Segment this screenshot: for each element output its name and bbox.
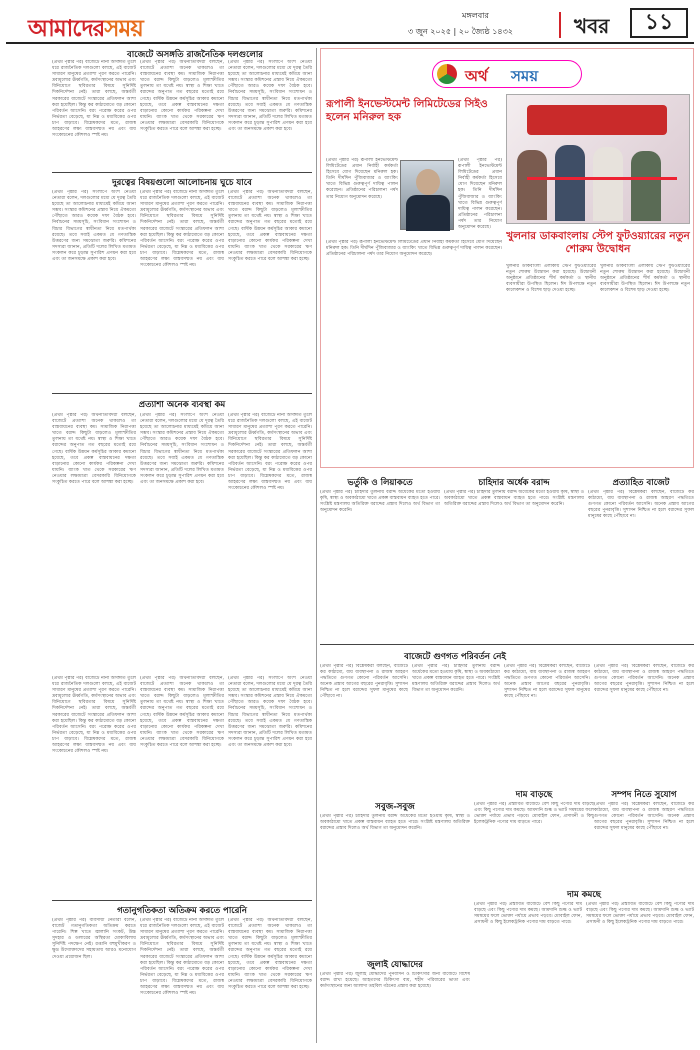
- article-text: (প্রথম পৃষ্ঠার পর) বিশ্লেষকরা বলছেন, বাজেটে কর কাঠামো, ব্যয় ব্যবস্থাপনা ও রাজস্ব আহরণ পদ্ধতিতে গুণগত কোনো পরিবর্তন আসেনি। অনেক প্রস্তাব আগের বছরের পুনরাবৃত্তি। সুশাসন নিশ্চিত না হলে বরাদ্দের সুফল মানুষের কাছে পৌঁছাবে না।: [588, 490, 694, 520]
- issue-day: মঙ্গলবার: [462, 11, 489, 20]
- article-text: (প্রথম পৃষ্ঠার পর) ব্যবসায়ী নেতারা বলেন, বাজেট গতানুগতিকতা অতিক্রম করতে পারেনি। শিল্প খাতে জ্বালানি সংকট, উচ্চ সুদহার ও ডলারের অস্থিরতা মোকাবিলায় সুনির্দিষ্ট পদক্ষেপ নেই। রপ্তানি বহুমুখীকরণ ও ক্ষুদ্র উদ্যোক্তাদের সহায়তায় আরও মনোযোগ দেওয়া প্রয়োজন ছিল।: [52, 918, 136, 960]
- article-text: (প্রথম পৃষ্ঠার পর) রূপালী ইনভেস্টমেন্ট লিমিটেডের প্রধান নির্বাহী কর্মকর্তা হিসেবে যোগ দিয়েছেন মনিরুল হক। তিনি দীর্ঘদিন পুঁজিবাজার ও ব্যাংকিং খাতে বিভিন্ন গুরুত্বপূর্ণ দায়িত্ব পালন করেছেন। প্রতিষ্ঠানের পরিচালনা পর্ষদ তার নিয়োগ অনুমোদন করেছে।: [326, 158, 398, 200]
- article-text: (প্রথম পৃষ্ঠার পর) সংলাপে অংশ নেওয়া নেতারা বলেন, দলগুলোর মধ্যে যে দূরত্ব তৈরি হয়েছে তা আলোচনার মাধ্যমেই কমিয়ে আনা সম্ভব। সংস্কার কমিশনের প্রস্তাব নিয়ে ঐকমত্যে পৌঁছাতে আরও কয়েক দফা বৈঠক হবে। নির্বাচনের সময়সূচি, সংবিধান সংশোধন ও বিচার বিভাগের স্বাধীনতা নিয়ে মতপার্থক্য রয়েছে। তবে সবাই একমত যে গণতান্ত্রিক উত্তরণের জন্য সমঝোতা জরুরি। কমিশনের সদস্যরা জানান, প্রতিটি দলের লিখিত মতামত সংকলন করে চূড়ান্ত সুপারিশ প্রণয়ন করা হবে এবং তা জনসমক্ষে প্রকাশ করা হবে।: [228, 676, 312, 749]
- headline-green: সবুজ-সবুজ: [375, 802, 415, 812]
- article-text: খুলনার ডাকবাংলা এলাকায় স্টেপ ফুটওয়্যারের নতুন শোরুম উদ্বোধন করা হয়েছে। উদ্বোধনী অনুষ্ঠানে প্রতিষ্ঠানের শীর্ষ কর্মকর্তা ও স্থানীয় ব্যবসায়ীরা উপস্থিত ছিলেন। ঈদ উপলক্ষে নতুন কালেকশন ও বিশেষ ছাড় দেওয়া হচ্ছে।: [600, 264, 690, 294]
- page-number: ১১: [630, 8, 688, 38]
- article-text: (প্রথম পৃষ্ঠার পর) অর্থনীতিবিদরা বলছেন, বাজেটে প্রত্যাশা অনেক থাকলেও তা বাস্তবায়নের ব্যবস্থা কম। সামাজিক নিরাপত্তা খাতে বরাদ্দ কিছুটা বাড়লেও মূল্যস্ফীতির তুলনায় তা যথেষ্ট নয়। স্বাস্থ্য ও শিক্ষা খাতে বরাদ্দের অনুপাত গত বছরের মতোই রয়ে গেছে। বার্ষিক উন্নয়ন কর্মসূচির আকার কমানো হয়েছে, তবে প্রকল্প বাস্তবায়নের দক্ষতা বাড়ানোর কোনো কার্যকর পরিকল্পনা দেখা যায়নি। ব্যাংক খাত থেকে সরকারের ঋণ নেওয়ার লক্ষ্যমাত্রা বেসরকারি বিনিয়োগকে সংকুচিত করতে পারে বলে আশঙ্কা করা হচ্ছে।: [228, 190, 312, 263]
- newspaper-logo[interactable]: [28, 10, 143, 49]
- article-text: (প্রথম পৃষ্ঠার পর) বাজেটে নানা অসঙ্গতি তুলে ধরে রাজনৈতিক দলগুলো বলছে, এই বাজেট সাধারণ মানুষের প্রত্যাশা পূরণ করতে পারেনি। দ্রব্যমূল্যের ঊর্ধ্বগতি, কর্মসংস্থানের অভাব এবং বিনিয়োগে স্থবিরতার বিষয়ে সুনির্দিষ্ট দিকনির্দেশনা নেই। তারা বলছে, অন্তর্বর্তী সরকারের বাজেটে সংস্কারের প্রতিফলন আশা করা হয়েছিল। কিন্তু কর কাঠামোতে বড় কোনো পরিবর্তন আসেনি। বরং পরোক্ষ করের ওপর নির্ভরতা বেড়েছে, যা নিম্ন ও মধ্যবিত্তের ওপর চাপ বাড়াবে। বিশ্লেষকদের মতে, রাজস্ব আহরণের লক্ষ্য বাস্তবসম্মত নয় এবং ব্যয় সংকোচনের কৌশলও স্পষ্ট নয়।: [140, 190, 224, 269]
- article-text: (প্রথম পৃষ্ঠার পর) বাজেটে নানা অসঙ্গতি তুলে ধরে রাজনৈতিক দলগুলো বলছে, এই বাজেট সাধারণ মানুষের প্রত্যাশা পূরণ করতে পারেনি। দ্রব্যমূল্যের ঊর্ধ্বগতি, কর্মসংস্থানের অভাব এবং বিনিয়োগে স্থবিরতার বিষয়ে সুনির্দিষ্ট দিকনির্দেশনা নেই। তারা বলছে, অন্তর্বর্তী সরকারের বাজেটে সংস্কারের প্রতিফলন আশা করা হয়েছিল। কিন্তু কর কাঠামোতে বড় কোনো পরিবর্তন আসেনি। বরং পরোক্ষ করের ওপর নির্ভরতা বেড়েছে, যা নিম্ন ও মধ্যবিত্তের ওপর চাপ বাড়াবে। বিশ্লেষকদের মতে, রাজস্ব আহরণের লক্ষ্য বাস্তবসম্মত নয় এবং ব্যয় সংকোচনের কৌশলও স্পষ্ট নয়।: [52, 676, 136, 755]
- person-shape: [555, 145, 585, 221]
- ortho-label: অর্থ: [465, 67, 488, 85]
- suit-shape: [406, 195, 450, 231]
- face-shape: [416, 169, 440, 195]
- article-text: (প্রথম পৃষ্ঠার পর) অর্থনীতিবিদরা বলছেন, বাজেটে প্রত্যাশা অনেক থাকলেও তা বাস্তবায়নের ব্যবস্থা কম। সামাজিক নিরাপত্তা খাতে বরাদ্দ কিছুটা বাড়লেও মূল্যস্ফীতির তুলনায় তা যথেষ্ট নয়। স্বাস্থ্য ও শিক্ষা খাতে বরাদ্দের অনুপাত গত বছরের মতোই রয়ে গেছে। বার্ষিক উন্নয়ন কর্মসূচির আকার কমানো হয়েছে, তবে প্রকল্প বাস্তবায়নের দক্ষতা বাড়ানোর কোনো কার্যকর পরিকল্পনা দেখা যায়নি। ব্যাংক খাত থেকে সরকারের ঋণ নেওয়ার লক্ষ্যমাত্রা বেসরকারি বিনিয়োগকে সংকুচিত করতে পারে বলে আশঙ্কা করা হচ্ছে।: [140, 676, 224, 749]
- banner-shape: [527, 105, 667, 135]
- divider: [320, 644, 694, 645]
- logo-part-2: সময়: [104, 15, 143, 42]
- article-text: (প্রথম পৃষ্ঠার পর) চাহিদার তুলনায় বরাদ্দ অর্ধেকের মতো হওয়ায় কৃষি, স্বাস্থ্য ও অবকাঠামো খাতে প্রকল্প বাস্তবায়ন ব্যাহত হতে পারে। সংশ্লিষ্ট মন্ত্রণালয় অতিরিক্ত বরাদ্দের প্রস্তাব দিলেও অর্থ বিভাগ তা অনুমোদন করেনি।: [320, 814, 470, 832]
- ortho-logo-icon: [437, 64, 457, 84]
- headline-distance-talks: দুরত্বের বিষয়গুলো আলোচনায় ঘুচে যাবে: [112, 178, 252, 188]
- article-text: (প্রথম পৃষ্ঠার পর) বিশ্লেষকরা বলছেন, বাজেটে কর কাঠামো, ব্যয় ব্যবস্থাপনা ও রাজস্ব আহরণ পদ্ধতিতে গুণগত কোনো পরিবর্তন আসেনি। অনেক প্রস্তাব আগের বছরের পুনরাবৃত্তি। সুশাসন নিশ্চিত না হলে বরাদ্দের সুফল মানুষের কাছে পৌঁছাবে না।: [594, 802, 694, 832]
- headline-proposed-budget: প্রত্যাহিত বাজেট: [612, 478, 670, 488]
- article-text: খুলনার ডাকবাংলা এলাকায় স্টেপ ফুটওয়্যারের নতুন শোরুম উদ্বোধন করা হয়েছে। উদ্বোধনী অনুষ্ঠানে প্রতিষ্ঠানের শীর্ষ কর্মকর্তা ও স্থানীয় ব্যবসায়ীরা উপস্থিত ছিলেন। ঈদ উপলক্ষে নতুন কালেকশন ও বিশেষ ছাড় দেওয়া হচ্ছে।: [506, 264, 596, 294]
- headline-half-allocation: চাহিদার অর্ধেক বরাদ্দ: [478, 478, 550, 488]
- article-text: (প্রথম পৃষ্ঠার পর) সংলাপে অংশ নেওয়া নেতারা বলেন, দলগুলোর মধ্যে যে দূরত্ব তৈরি হয়েছে তা আলোচনার মাধ্যমেই কমিয়ে আনা সম্ভব। সংস্কার কমিশনের প্রস্তাব নিয়ে ঐকমত্যে পৌঁছাতে আরও কয়েক দফা বৈঠক হবে। নির্বাচনের সময়সূচি, সংবিধান সংশোধন ও বিচার বিভাগের স্বাধীনতা নিয়ে মতপার্থক্য রয়েছে। তবে সবাই একমত যে গণতান্ত্রিক উত্তরণের জন্য সমঝোতা জরুরি। কমিশনের সদস্যরা জানান, প্রতিটি দলের লিখিত মতামত সংকলন করে চূড়ান্ত সুপারিশ প্রণয়ন করা হবে এবং তা জনসমক্ষে প্রকাশ করা হবে।: [52, 190, 136, 263]
- headline-july-fighters: জুলাই যোদ্ধাদের: [367, 960, 423, 970]
- article-text: (প্রথম পৃষ্ঠার পর) অর্থনীতিবিদরা বলছেন, বাজেটে প্রত্যাশা অনেক থাকলেও তা বাস্তবায়নের ব্যবস্থা কম। সামাজিক নিরাপত্তা খাতে বরাদ্দ কিছুটা বাড়লেও মূল্যস্ফীতির তুলনায় তা যথেষ্ট নয়। স্বাস্থ্য ও শিক্ষা খাতে বরাদ্দের অনুপাত গত বছরের মতোই রয়ে গেছে। বার্ষিক উন্নয়ন কর্মসূচির আকার কমানো হয়েছে, তবে প্রকল্প বাস্তবায়নের দক্ষতা বাড়ানোর কোনো কার্যকর পরিকল্পনা দেখা যায়নি। ব্যাংক খাত থেকে সরকারের ঋণ নেওয়ার লক্ষ্যমাত্রা বেসরকারি বিনিয়োগকে সংকুচিত করতে পারে বলে আশঙ্কা করা হচ্ছে।: [228, 918, 312, 991]
- headline-conventional: গতানুগতিকতা অতিক্রম করতে পারেনি: [117, 906, 247, 916]
- article-text: (প্রথম পৃষ্ঠার পর) চাহিদার তুলনায় বরাদ্দ অর্ধেকের মতো হওয়ায় কৃষি, স্বাস্থ্য ও অবকাঠামো খাতে প্রকল্প বাস্তবায়ন ব্যাহত হতে পারে। সংশ্লিষ্ট মন্ত্রণালয় অতিরিক্ত বরাদ্দের প্রস্তাব দিলেও অর্থ বিভাগ তা অনুমোদন করেনি।: [444, 490, 584, 508]
- person-shape: [593, 147, 623, 221]
- headline-no-qualitative-change: বাজেটে গুণগত পরিবর্তন নেই: [404, 652, 506, 662]
- person-shape: [517, 150, 547, 220]
- masthead-divider: [559, 12, 561, 38]
- article-text: (প্রথম পৃষ্ঠার পর) অর্থনীতিবিদরা বলছেন, বাজেটে প্রত্যাশা অনেক থাকলেও তা বাস্তবায়নের ব্যবস্থা কম। সামাজিক নিরাপত্তা খাতে বরাদ্দ কিছুটা বাড়লেও মূল্যস্ফীতির তুলনায় তা যথেষ্ট নয়। স্বাস্থ্য ও শিক্ষা খাতে বরাদ্দের অনুপাত গত বছরের মতোই রয়ে গেছে। বার্ষিক উন্নয়ন কর্মসূচির আকার কমানো হয়েছে, তবে প্রকল্প বাস্তবায়নের দক্ষতা বাড়ানোর কোনো কার্যকর পরিকল্পনা দেখা যায়নি। ব্যাংক খাত থেকে সরকারের ঋণ নেওয়ার লক্ষ্যমাত্রা বেসরকারি বিনিয়োগকে সংকুচিত করতে পারে বলে আশঙ্কা করা হচ্ছে।: [52, 413, 136, 486]
- divider: [52, 393, 312, 394]
- article-text: (প্রথম পৃষ্ঠার পর) বাজেটে নানা অসঙ্গতি তুলে ধরে রাজনৈতিক দলগুলো বলছে, এই বাজেট সাধারণ মানুষের প্রত্যাশা পূরণ করতে পারেনি। দ্রব্যমূল্যের ঊর্ধ্বগতি, কর্মসংস্থানের অভাব এবং বিনিয়োগে স্থবিরতার বিষয়ে সুনির্দিষ্ট দিকনির্দেশনা নেই। তারা বলছে, অন্তর্বর্তী সরকারের বাজেটে সংস্কারের প্রতিফলন আশা করা হয়েছিল। কিন্তু কর কাঠামোতে বড় কোনো পরিবর্তন আসেনি। বরং পরোক্ষ করের ওপর নির্ভরতা বেড়েছে, যা নিম্ন ও মধ্যবিত্তের ওপর চাপ বাড়াবে। বিশ্লেষকদের মতে, রাজস্ব আহরণের লক্ষ্য বাস্তবসম্মত নয় এবং ব্যয় সংকোচনের কৌশলও স্পষ্ট নয়।: [140, 918, 224, 997]
- portrait-photo: [400, 160, 454, 230]
- column-rule: [316, 48, 317, 1043]
- headline-expectations: প্রত্যাশা অনেক ব্যবস্থা কম: [138, 400, 226, 410]
- ribbon-shape: [527, 177, 677, 180]
- section-title: খবর: [574, 14, 610, 38]
- headline-price-rise: দাম বাড়ছে: [515, 790, 553, 800]
- article-text: (প্রথম পৃষ্ঠার পর) জুলাই যোদ্ধাদের পুনর্বাসন ও চিকিৎসার জন্য বাজেটে বিশেষ বরাদ্দ রাখা হয়েছে। আহতদের চিকিৎসা ব্যয়, শহীদ পরিবারের ভাতা এবং কর্মসংস্থানের জন্য আলাদা তহবিল গঠনের প্রস্তাব করা হয়েছে।: [320, 972, 470, 990]
- logo-part-1: আমাদের: [28, 15, 105, 42]
- article-text: (প্রথম পৃষ্ঠার পর) রূপালী ইনভেস্টমেন্ট লিমিটেডের প্রধান নির্বাহী কর্মকর্তা হিসেবে যোগ দিয়েছেন মনিরুল হক। তিনি দীর্ঘদিন পুঁজিবাজার ও ব্যাংকিং খাতে বিভিন্ন গুরুত্বপূর্ণ দায়িত্ব পালন করেছেন। প্রতিষ্ঠানের পরিচালনা পর্ষদ তার নিয়োগ অনুমোদন করেছে।: [326, 240, 502, 258]
- person-shape: [631, 151, 661, 221]
- ortho-somoy-badge: [432, 60, 582, 88]
- article-text: (প্রথম পৃষ্ঠার পর) বিশ্লেষকরা বলছেন, বাজেটে কর কাঠামো, ব্যয় ব্যবস্থাপনা ও রাজস্ব আহরণ পদ্ধতিতে গুণগত কোনো পরিবর্তন আসেনি। অনেক প্রস্তাব আগের বছরের পুনরাবৃত্তি। সুশাসন নিশ্চিত না হলে বরাদ্দের সুফল মানুষের কাছে পৌঁছাবে না।: [504, 664, 590, 700]
- article-text: (প্রথম পৃষ্ঠার পর) অর্থনীতিবিদরা বলছেন, বাজেটে প্রত্যাশা অনেক থাকলেও তা বাস্তবায়নের ব্যবস্থা কম। সামাজিক নিরাপত্তা খাতে বরাদ্দ কিছুটা বাড়লেও মূল্যস্ফীতির তুলনায় তা যথেষ্ট নয়। স্বাস্থ্য ও শিক্ষা খাতে বরাদ্দের অনুপাত গত বছরের মতোই রয়ে গেছে। বার্ষিক উন্নয়ন কর্মসূচির আকার কমানো হয়েছে, তবে প্রকল্প বাস্তবায়নের দক্ষতা বাড়ানোর কোনো কার্যকর পরিকল্পনা দেখা যায়নি। ব্যাংক খাত থেকে সরকারের ঋণ নেওয়ার লক্ষ্যমাত্রা বেসরকারি বিনিয়োগকে সংকুচিত করতে পারে বলে আশঙ্কা করা হচ্ছে।: [140, 60, 224, 133]
- headline-rupali-ceo: রূপালী ইনভেস্টমেন্ট লিমিটেডের সিইও হলেন মনিরুল হক: [326, 98, 488, 123]
- article-text: (প্রথম পৃষ্ঠার পর) সংলাপে অংশ নেওয়া নেতারা বলেন, দলগুলোর মধ্যে যে দূরত্ব তৈরি হয়েছে তা আলোচনার মাধ্যমেই কমিয়ে আনা সম্ভব। সংস্কার কমিশনের প্রস্তাব নিয়ে ঐকমত্যে পৌঁছাতে আরও কয়েক দফা বৈঠক হবে। নির্বাচনের সময়সূচি, সংবিধান সংশোধন ও বিচার বিভাগের স্বাধীনতা নিয়ে মতপার্থক্য রয়েছে। তবে সবাই একমত যে গণতান্ত্রিক উত্তরণের জন্য সমঝোতা জরুরি। কমিশনের সদস্যরা জানান, প্রতিটি দলের লিখিত মতামত সংকলন করে চূড়ান্ত সুপারিশ প্রণয়ন করা হবে এবং তা জনসমক্ষে প্রকাশ করা হবে।: [140, 413, 224, 486]
- somoy-label: সময়: [511, 67, 539, 85]
- showroom-photo: [506, 94, 690, 224]
- article-text: (প্রথম পৃষ্ঠার পর) বিশ্লেষকরা বলছেন, বাজেটে কর কাঠামো, ব্যয় ব্যবস্থাপনা ও রাজস্ব আহরণ পদ্ধতিতে গুণগত কোনো পরিবর্তন আসেনি। অনেক প্রস্তাব আগের বছরের পুনরাবৃত্তি। সুশাসন নিশ্চিত না হলে বরাদ্দের সুফল মানুষের কাছে পৌঁছাবে না।: [320, 664, 408, 700]
- article-text: (প্রথম পৃষ্ঠার পর) চাহিদার তুলনায় বরাদ্দ অর্ধেকের মতো হওয়ায় কৃষি, স্বাস্থ্য ও অবকাঠামো খাতে প্রকল্প বাস্তবায়ন ব্যাহত হতে পারে। সংশ্লিষ্ট মন্ত্রণালয় অতিরিক্ত বরাদ্দের প্রস্তাব দিলেও অর্থ বিভাগ তা অনুমোদন করেনি।: [320, 490, 440, 514]
- masthead: [6, 4, 694, 44]
- article-text: (প্রথম পৃষ্ঠার পর) প্রস্তাবিত বাজেটে বেশ কিছু পণ্যের দাম বাড়ছে এবং কিছু পণ্যের দাম কমছে। আমদানি শুল্ক ও ভ্যাট সমন্বয়ের ফলে ভোক্তা পর্যায়ে প্রভাব পড়বে। মোবাইল ফোন, প্রসাধনী ও কিছু ইলেকট্রনিক পণ্যের দাম বাড়তে পারে।: [474, 802, 594, 826]
- headline-price-fall: দাম কমছে: [567, 890, 601, 900]
- issue-date: ৩ জুন ২০২৫ | ২০ জ্যৈষ্ঠ ১৪৩২: [408, 27, 513, 36]
- article-text: (প্রথম পৃষ্ঠার পর) বিশ্লেষকরা বলছেন, বাজেটে কর কাঠামো, ব্যয় ব্যবস্থাপনা ও রাজস্ব আহরণ পদ্ধতিতে গুণগত কোনো পরিবর্তন আসেনি। অনেক প্রস্তাব আগের বছরের পুনরাবৃত্তি। সুশাসন নিশ্চিত না হলে বরাদ্দের সুফল মানুষের কাছে পৌঁছাবে না।: [594, 664, 694, 694]
- headline-step-footwear: খুলনার ডাকবাংলায় স্টেপ ফুটওয়্যারের নতুন শোরুম উদ্বোধন: [506, 230, 690, 255]
- headline-asset-opportunity: সম্পদ নিতে সুযোগ: [611, 790, 677, 800]
- article-text: (প্রথম পৃষ্ঠার পর) প্রস্তাবিত বাজেটে বেশ কিছু পণ্যের দাম বাড়ছে এবং কিছু পণ্যের দাম কমছে। আমদানি শুল্ক ও ভ্যাট সমন্বয়ের ফলে ভোক্তা পর্যায়ে প্রভাব পড়বে। মোবাইল ফোন, প্রসাধনী ও কিছু ইলেকট্রনিক পণ্যের দাম বাড়তে পারে।: [586, 902, 694, 926]
- headline-subsidy: ভর্তুকি ও লিয়াকতে: [347, 478, 413, 488]
- article-text: (প্রথম পৃষ্ঠার পর) সংলাপে অংশ নেওয়া নেতারা বলেন, দলগুলোর মধ্যে যে দূরত্ব তৈরি হয়েছে তা আলোচনার মাধ্যমেই কমিয়ে আনা সম্ভব। সংস্কার কমিশনের প্রস্তাব নিয়ে ঐকমত্যে পৌঁছাতে আরও কয়েক দফা বৈঠক হবে। নির্বাচনের সময়সূচি, সংবিধান সংশোধন ও বিচার বিভাগের স্বাধীনতা নিয়ে মতপার্থক্য রয়েছে। তবে সবাই একমত যে গণতান্ত্রিক উত্তরণের জন্য সমঝোতা জরুরি। কমিশনের সদস্যরা জানান, প্রতিটি দলের লিখিত মতামত সংকলন করে চূড়ান্ত সুপারিশ প্রণয়ন করা হবে এবং তা জনসমক্ষে প্রকাশ করা হবে।: [228, 60, 312, 133]
- article-text: (প্রথম পৃষ্ঠার পর) বাজেটে নানা অসঙ্গতি তুলে ধরে রাজনৈতিক দলগুলো বলছে, এই বাজেট সাধারণ মানুষের প্রত্যাশা পূরণ করতে পারেনি। দ্রব্যমূল্যের ঊর্ধ্বগতি, কর্মসংস্থানের অভাব এবং বিনিয়োগে স্থবিরতার বিষয়ে সুনির্দিষ্ট দিকনির্দেশনা নেই। তারা বলছে, অন্তর্বর্তী সরকারের বাজেটে সংস্কারের প্রতিফলন আশা করা হয়েছিল। কিন্তু কর কাঠামোতে বড় কোনো পরিবর্তন আসেনি। বরং পরোক্ষ করের ওপর নির্ভরতা বেড়েছে, যা নিম্ন ও মধ্যবিত্তের ওপর চাপ বাড়াবে। বিশ্লেষকদের মতে, রাজস্ব আহরণের লক্ষ্য বাস্তবসম্মত নয় এবং ব্যয় সংকোচনের কৌশলও স্পষ্ট নয়।: [228, 413, 312, 492]
- article-text: (প্রথম পৃষ্ঠার পর) চাহিদার তুলনায় বরাদ্দ অর্ধেকের মতো হওয়ায় কৃষি, স্বাস্থ্য ও অবকাঠামো খাতে প্রকল্প বাস্তবায়ন ব্যাহত হতে পারে। সংশ্লিষ্ট মন্ত্রণালয় অতিরিক্ত বরাদ্দের প্রস্তাব দিলেও অর্থ বিভাগ তা অনুমোদন করেনি।: [412, 664, 500, 694]
- article-text: (প্রথম পৃষ্ঠার পর) রূপালী ইনভেস্টমেন্ট লিমিটেডের প্রধান নির্বাহী কর্মকর্তা হিসেবে যোগ দিয়েছেন মনিরুল হক। তিনি দীর্ঘদিন পুঁজিবাজার ও ব্যাংকিং খাতে বিভিন্ন গুরুত্বপূর্ণ দায়িত্ব পালন করেছেন। প্রতিষ্ঠানের পরিচালনা পর্ষদ তার নিয়োগ অনুমোদন করেছে।: [458, 158, 502, 231]
- headline-budget-inconsistency: বাজেটে অসঙ্গতি রাজনৈতিক দলগুলোর: [127, 50, 263, 60]
- divider: [52, 172, 312, 173]
- article-text: (প্রথম পৃষ্ঠার পর) প্রস্তাবিত বাজেটে বেশ কিছু পণ্যের দাম বাড়ছে এবং কিছু পণ্যের দাম কমছে। আমদানি শুল্ক ও ভ্যাট সমন্বয়ের ফলে ভোক্তা পর্যায়ে প্রভাব পড়বে। মোবাইল ফোন, প্রসাধনী ও কিছু ইলেকট্রনিক পণ্যের দাম বাড়তে পারে।: [474, 902, 582, 926]
- article-text: (প্রথম পৃষ্ঠার পর) বাজেটে নানা অসঙ্গতি তুলে ধরে রাজনৈতিক দলগুলো বলছে, এই বাজেট সাধারণ মানুষের প্রত্যাশা পূরণ করতে পারেনি। দ্রব্যমূল্যের ঊর্ধ্বগতি, কর্মসংস্থানের অভাব এবং বিনিয়োগে স্থবিরতার বিষয়ে সুনির্দিষ্ট দিকনির্দেশনা নেই। তারা বলছে, অন্তর্বর্তী সরকারের বাজেটে সংস্কারের প্রতিফলন আশা করা হয়েছিল। কিন্তু কর কাঠামোতে বড় কোনো পরিবর্তন আসেনি। বরং পরোক্ষ করের ওপর নির্ভরতা বেড়েছে, যা নিম্ন ও মধ্যবিত্তের ওপর চাপ বাড়াবে। বিশ্লেষকদের মতে, রাজস্ব আহরণের লক্ষ্য বাস্তবসম্মত নয় এবং ব্যয় সংকোচনের কৌশলও স্পষ্ট নয়।: [52, 60, 136, 139]
- divider: [52, 900, 312, 901]
